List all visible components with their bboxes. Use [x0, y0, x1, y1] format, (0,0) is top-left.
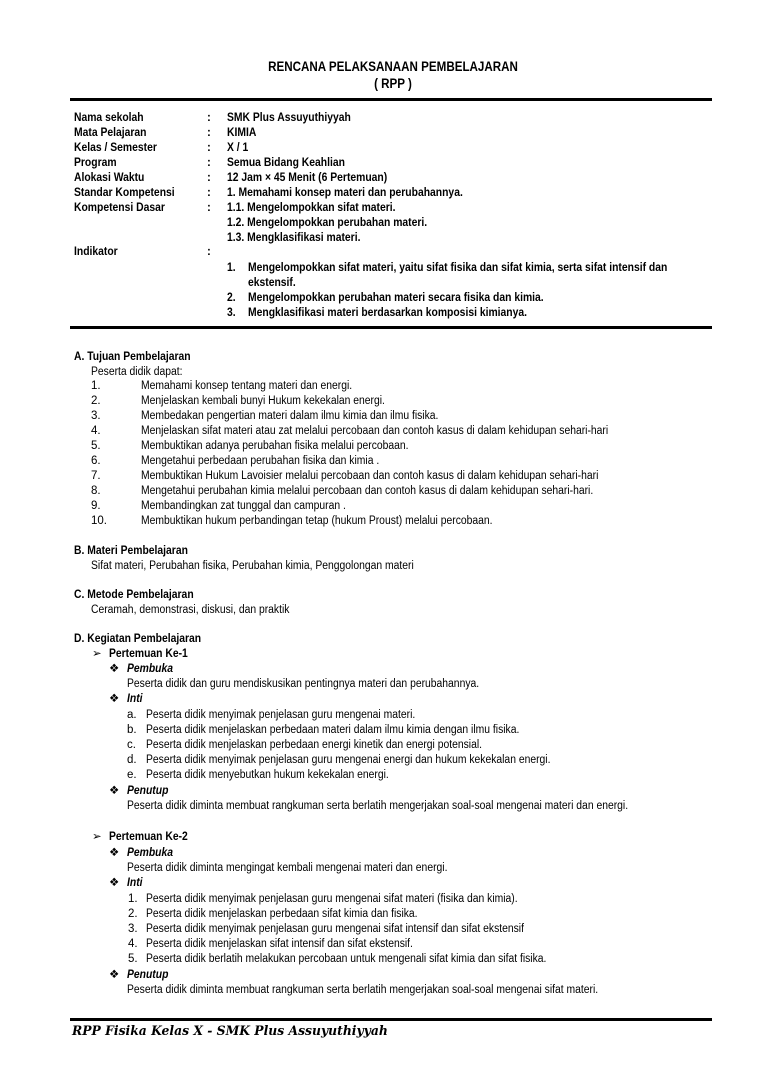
- identity-value: 1.1. Mengelompokkan sifat materi.: [227, 202, 396, 214]
- identity-label: Mata Pelajaran: [74, 127, 147, 139]
- list-number: 5.: [128, 953, 138, 965]
- list-letter: a.: [127, 709, 137, 721]
- identity-label: Alokasi Waktu: [74, 172, 145, 184]
- list-item: Peserta didik berlatih melakukan percobaan untuk mengenali sifat kimia dan sifat fisika.: [146, 953, 547, 965]
- kd-item: 1.2. Mengelompokkan perubahan materi.: [227, 217, 428, 229]
- list-number: 5.: [91, 440, 101, 452]
- colon: :: [207, 246, 211, 258]
- indikator-number: 3.: [227, 307, 236, 319]
- list-number: 6.: [91, 455, 101, 467]
- list-item: Peserta didik menjelaskan perbedaan sifat kimia dan fisika.: [146, 908, 418, 920]
- colon: :: [207, 187, 211, 199]
- list-letter: d.: [127, 754, 137, 766]
- list-number: 10.: [91, 515, 107, 527]
- phase-text: Peserta didik diminta membuat rangkuman serta berlatih mengerjakan soal-soal mengenai materi dan energi.: [127, 800, 629, 812]
- colon: :: [207, 202, 211, 214]
- phase-penutup: [109, 968, 173, 983]
- list-number: 1.: [91, 380, 101, 392]
- colon: :: [207, 142, 211, 154]
- kd-item: 1.3. Mengklasifikasi materi.: [227, 232, 361, 244]
- indikator-number: 2.: [227, 292, 236, 304]
- list-item: Membuktikan Hukum Lavoisier melalui percobaan dan contoh kasus di dalam kehidupan sehari-hari: [141, 470, 599, 482]
- colon: :: [207, 157, 211, 169]
- meeting-title: Pertemuan Ke-2: [108, 831, 188, 843]
- phase-title: Inti: [126, 877, 143, 889]
- meeting-1: [92, 647, 196, 662]
- list-number: 3.: [91, 410, 101, 422]
- document-subtitle: ( RPP ): [374, 76, 412, 91]
- identity-label: Kelas / Semester: [74, 142, 157, 154]
- list-item: Peserta didik menjelaskan perbedaan materi dalam ilmu kimia dengan ilmu fisika.: [146, 724, 520, 736]
- list-number: 1.: [128, 893, 138, 905]
- diamond-bullet-icon: ❖: [109, 877, 120, 889]
- list-number: 3.: [128, 923, 138, 935]
- phase-pembuka: [109, 662, 178, 677]
- list-item: Menjelaskan sifat materi atau zat melalui percobaan dan contoh kasus di dalam kehidupan sehari-hari: [141, 425, 609, 437]
- list-number: 7.: [91, 470, 101, 482]
- identity-label: Standar Kompetensi: [74, 187, 175, 199]
- list-number: 9.: [91, 500, 101, 512]
- list-item: Membuktikan hukum perbandingan tetap (hukum Proust) melalui percobaan.: [141, 515, 493, 527]
- list-number: 2.: [91, 395, 101, 407]
- list-item: Peserta didik menjelaskan perbedaan energi kinetik dan energi potensial.: [146, 739, 483, 751]
- identity-rule: [70, 326, 712, 329]
- list-item: Membedakan pengertian materi dalam ilmu kimia dan ilmu fisika.: [141, 410, 439, 422]
- phase-inti: [109, 692, 144, 707]
- list-item: Memahami konsep tentang materi dan energi.: [141, 380, 353, 392]
- list-item: Peserta didik menjelaskan sifat intensif dan sifat ekstensif.: [146, 938, 413, 950]
- identity-label: Kompetensi Dasar: [74, 202, 165, 214]
- indikator-text-cont: ekstensif.: [248, 277, 296, 289]
- identity-value: Semua Bidang Keahlian: [227, 157, 345, 169]
- list-letter: b.: [127, 724, 137, 736]
- phase-text: Peserta didik dan guru mendiskusikan pentingnya materi dan perubahannya.: [127, 678, 480, 690]
- colon: :: [207, 127, 211, 139]
- footer-rule: [70, 1018, 712, 1021]
- identity-value: KIMIA: [227, 127, 257, 139]
- section-a-heading: A. Tujuan Pembelajaran: [74, 351, 191, 363]
- section-c-heading: C. Metode Pembelajaran: [74, 589, 194, 601]
- section-b-heading: B. Materi Pembelajaran: [74, 545, 188, 557]
- diamond-bullet-icon: ❖: [109, 693, 120, 705]
- identity-value: 1. Memahami konsep materi dan perubahannya.: [227, 187, 463, 199]
- list-number: 4.: [128, 938, 138, 950]
- section-a-intro: Peserta didik dapat:: [91, 366, 183, 378]
- header-rule: [70, 98, 712, 101]
- colon: :: [207, 112, 211, 124]
- list-letter: c.: [127, 739, 136, 751]
- section-c-text: Ceramah, demonstrasi, diskusi, dan praktik: [91, 604, 290, 616]
- section-d-heading: D. Kegiatan Pembelajaran: [74, 633, 202, 645]
- identity-label: Nama sekolah: [74, 112, 144, 124]
- diamond-bullet-icon: ❖: [109, 663, 120, 675]
- colon: :: [207, 172, 211, 184]
- phase-title: Pembuka: [126, 663, 173, 675]
- list-item: Mengetahui perubahan kimia melalui percobaan dan contoh kasus di dalam kehidupan sehari-hari.: [141, 485, 594, 497]
- section-b-text: Sifat materi, Perubahan fisika, Perubahan kimia, Penggolongan materi: [91, 560, 414, 572]
- indikator-label: Indikator: [74, 246, 118, 258]
- list-number: 4.: [91, 425, 101, 437]
- list-item: Membandingkan zat tunggal dan campuran .: [141, 500, 346, 512]
- indikator-number: 1.: [227, 262, 236, 274]
- list-item: Peserta didik menyimak penjelasan guru mengenai sifat intensif dan sifat ekstensif: [146, 923, 524, 935]
- list-item: Peserta didik menyimak penjelasan guru mengenai sifat materi (fisika dan kimia).: [146, 893, 518, 905]
- phase-title: Penutup: [126, 785, 168, 797]
- list-number: 8.: [91, 485, 101, 497]
- meeting-title: Pertemuan Ke-1: [108, 648, 188, 660]
- arrow-bullet-icon: ➢: [92, 648, 102, 660]
- phase-title: Inti: [126, 693, 143, 705]
- indikator-text: Mengelompokkan perubahan materi secara fisika dan kimia.: [248, 292, 544, 304]
- phase-title: Pembuka: [126, 847, 173, 859]
- document-title: RENCANA PELAKSANAAN PEMBELAJARAN: [268, 59, 518, 74]
- indikator-text: Mengklasifikasi materi berdasarkan komposisi kimianya.: [248, 307, 528, 319]
- list-item: Peserta didik menyebutkan hukum kekekalan energi.: [146, 769, 389, 781]
- list-item: Membuktikan adanya perubahan fisika melalui percobaan.: [141, 440, 409, 452]
- phase-text: Peserta didik diminta mengingat kembali mengenai materi dan energi.: [127, 862, 448, 874]
- list-item: Peserta didik menyimak penjelasan guru mengenai materi.: [146, 709, 416, 721]
- identity-value: SMK Plus Assuyuthiyyah: [227, 112, 351, 124]
- arrow-bullet-icon: ➢: [92, 831, 102, 843]
- list-item: Peserta didik menyimak penjelasan guru mengenai energi dan hukum kekekalan energi.: [146, 754, 551, 766]
- identity-value: X / 1: [227, 142, 249, 154]
- meeting-2: [92, 830, 196, 845]
- list-item: Mengetahui perbedaan perubahan fisika dan kimia .: [141, 455, 380, 467]
- list-letter: e.: [127, 769, 137, 781]
- list-item: Menjelaskan kembali bunyi Hukum kekekalan energi.: [141, 395, 385, 407]
- diamond-bullet-icon: ❖: [109, 847, 120, 859]
- phase-title: Penutup: [126, 969, 168, 981]
- diamond-bullet-icon: ❖: [109, 969, 120, 981]
- identity-label: Program: [74, 157, 117, 169]
- phase-penutup: [109, 784, 173, 799]
- indikator-text: Mengelompokkan sifat materi, yaitu sifat fisika dan sifat kimia, serta sifat intensif dan: [248, 262, 668, 274]
- phase-pembuka: [109, 846, 178, 861]
- phase-inti: [109, 876, 144, 891]
- footer-text: RPP Fisika Kelas X - SMK Plus Assuyuthiyyah: [72, 1024, 388, 1039]
- identity-value: 12 Jam × 45 Menit (6 Pertemuan): [227, 172, 388, 184]
- list-number: 2.: [128, 908, 138, 920]
- diamond-bullet-icon: ❖: [109, 785, 120, 797]
- phase-text: Peserta didik diminta membuat rangkuman serta berlatih mengerjakan soal-soal mengenai sifat materi.: [127, 984, 599, 996]
